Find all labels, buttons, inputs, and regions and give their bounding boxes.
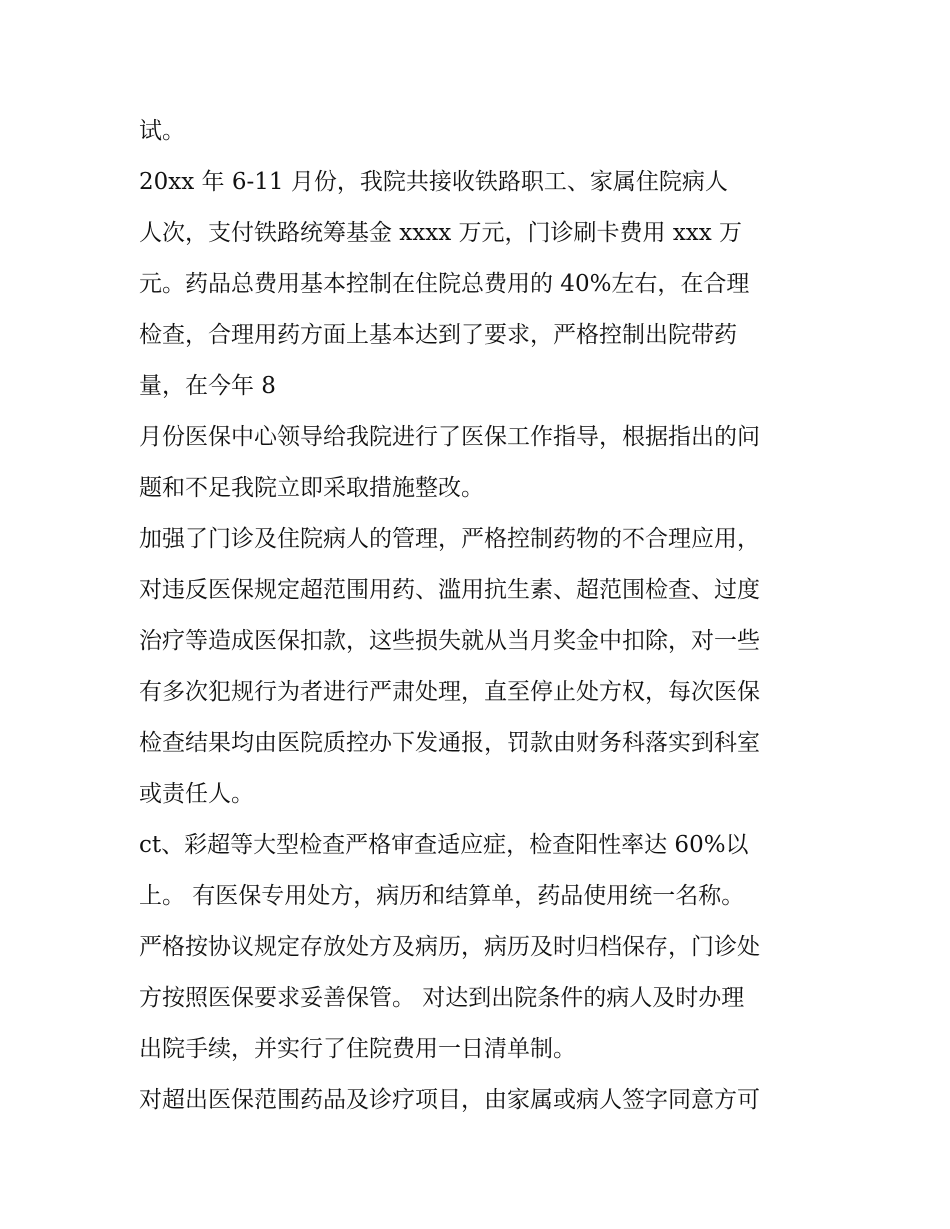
text-line: ct、彩超等大型检查严格审查适应症，检查阳性率达 60%以 xyxy=(139,832,749,858)
text-line: 人次，支付铁路统筹基金 xxxx 万元，门诊刷卡费用 xxx 万 xyxy=(139,220,743,246)
text-line: 上。 有医保专用处方，病历和结算单，药品使用统一名称。 xyxy=(139,883,745,909)
document-body xyxy=(139,106,839,1126)
text-line: 方按照医保要求妥善保管。 对达到出院条件的病人及时办理 xyxy=(139,985,745,1011)
text-line: 严格按协议规定存放处方及病历，病历及时归档保存，门诊处 xyxy=(139,934,760,960)
text-line: 检查，合理用药方面上基本达到了要求，严格控制出院带药 xyxy=(139,322,737,348)
text-line: 试。 xyxy=(139,118,185,144)
text-line: 月份医保中心领导给我院进行了医保工作指导，根据指出的问 xyxy=(139,424,760,450)
text-line: 元。药品总费用基本控制在住院总费用的 40%左右，在合理 xyxy=(139,271,750,297)
text-line: 20xx 年 6-11 月份，我院共接收铁路职工、家属住院病人 xyxy=(139,169,728,195)
text-line: 有多次犯规行为者进行严肃处理，直至停止处方权，每次医保 xyxy=(139,679,760,705)
text-line: 出院手续，并实行了住院费用一日清单制。 xyxy=(139,1036,576,1062)
text-line: 题和不足我院立即采取措施整改。 xyxy=(139,475,484,501)
text-line: 治疗等造成医保扣款，这些损失就从当月奖金中扣除，对一些 xyxy=(139,628,760,654)
text-line: 量，在今年 8 xyxy=(139,373,276,399)
text-line: 对超出医保范围药品及诊疗项目，由家属或病人签字同意方可 xyxy=(139,1087,760,1113)
text-line: 对违反医保规定超范围用药、滥用抗生素、超范围检查、过度 xyxy=(139,577,760,603)
text-line: 或责任人。 xyxy=(139,781,254,807)
text-line: 检查结果均由医院质控办下发通报，罚款由财务科落实到科室 xyxy=(139,730,760,756)
text-line: 加强了门诊及住院病人的管理，严格控制药物的不合理应用， xyxy=(139,526,760,552)
